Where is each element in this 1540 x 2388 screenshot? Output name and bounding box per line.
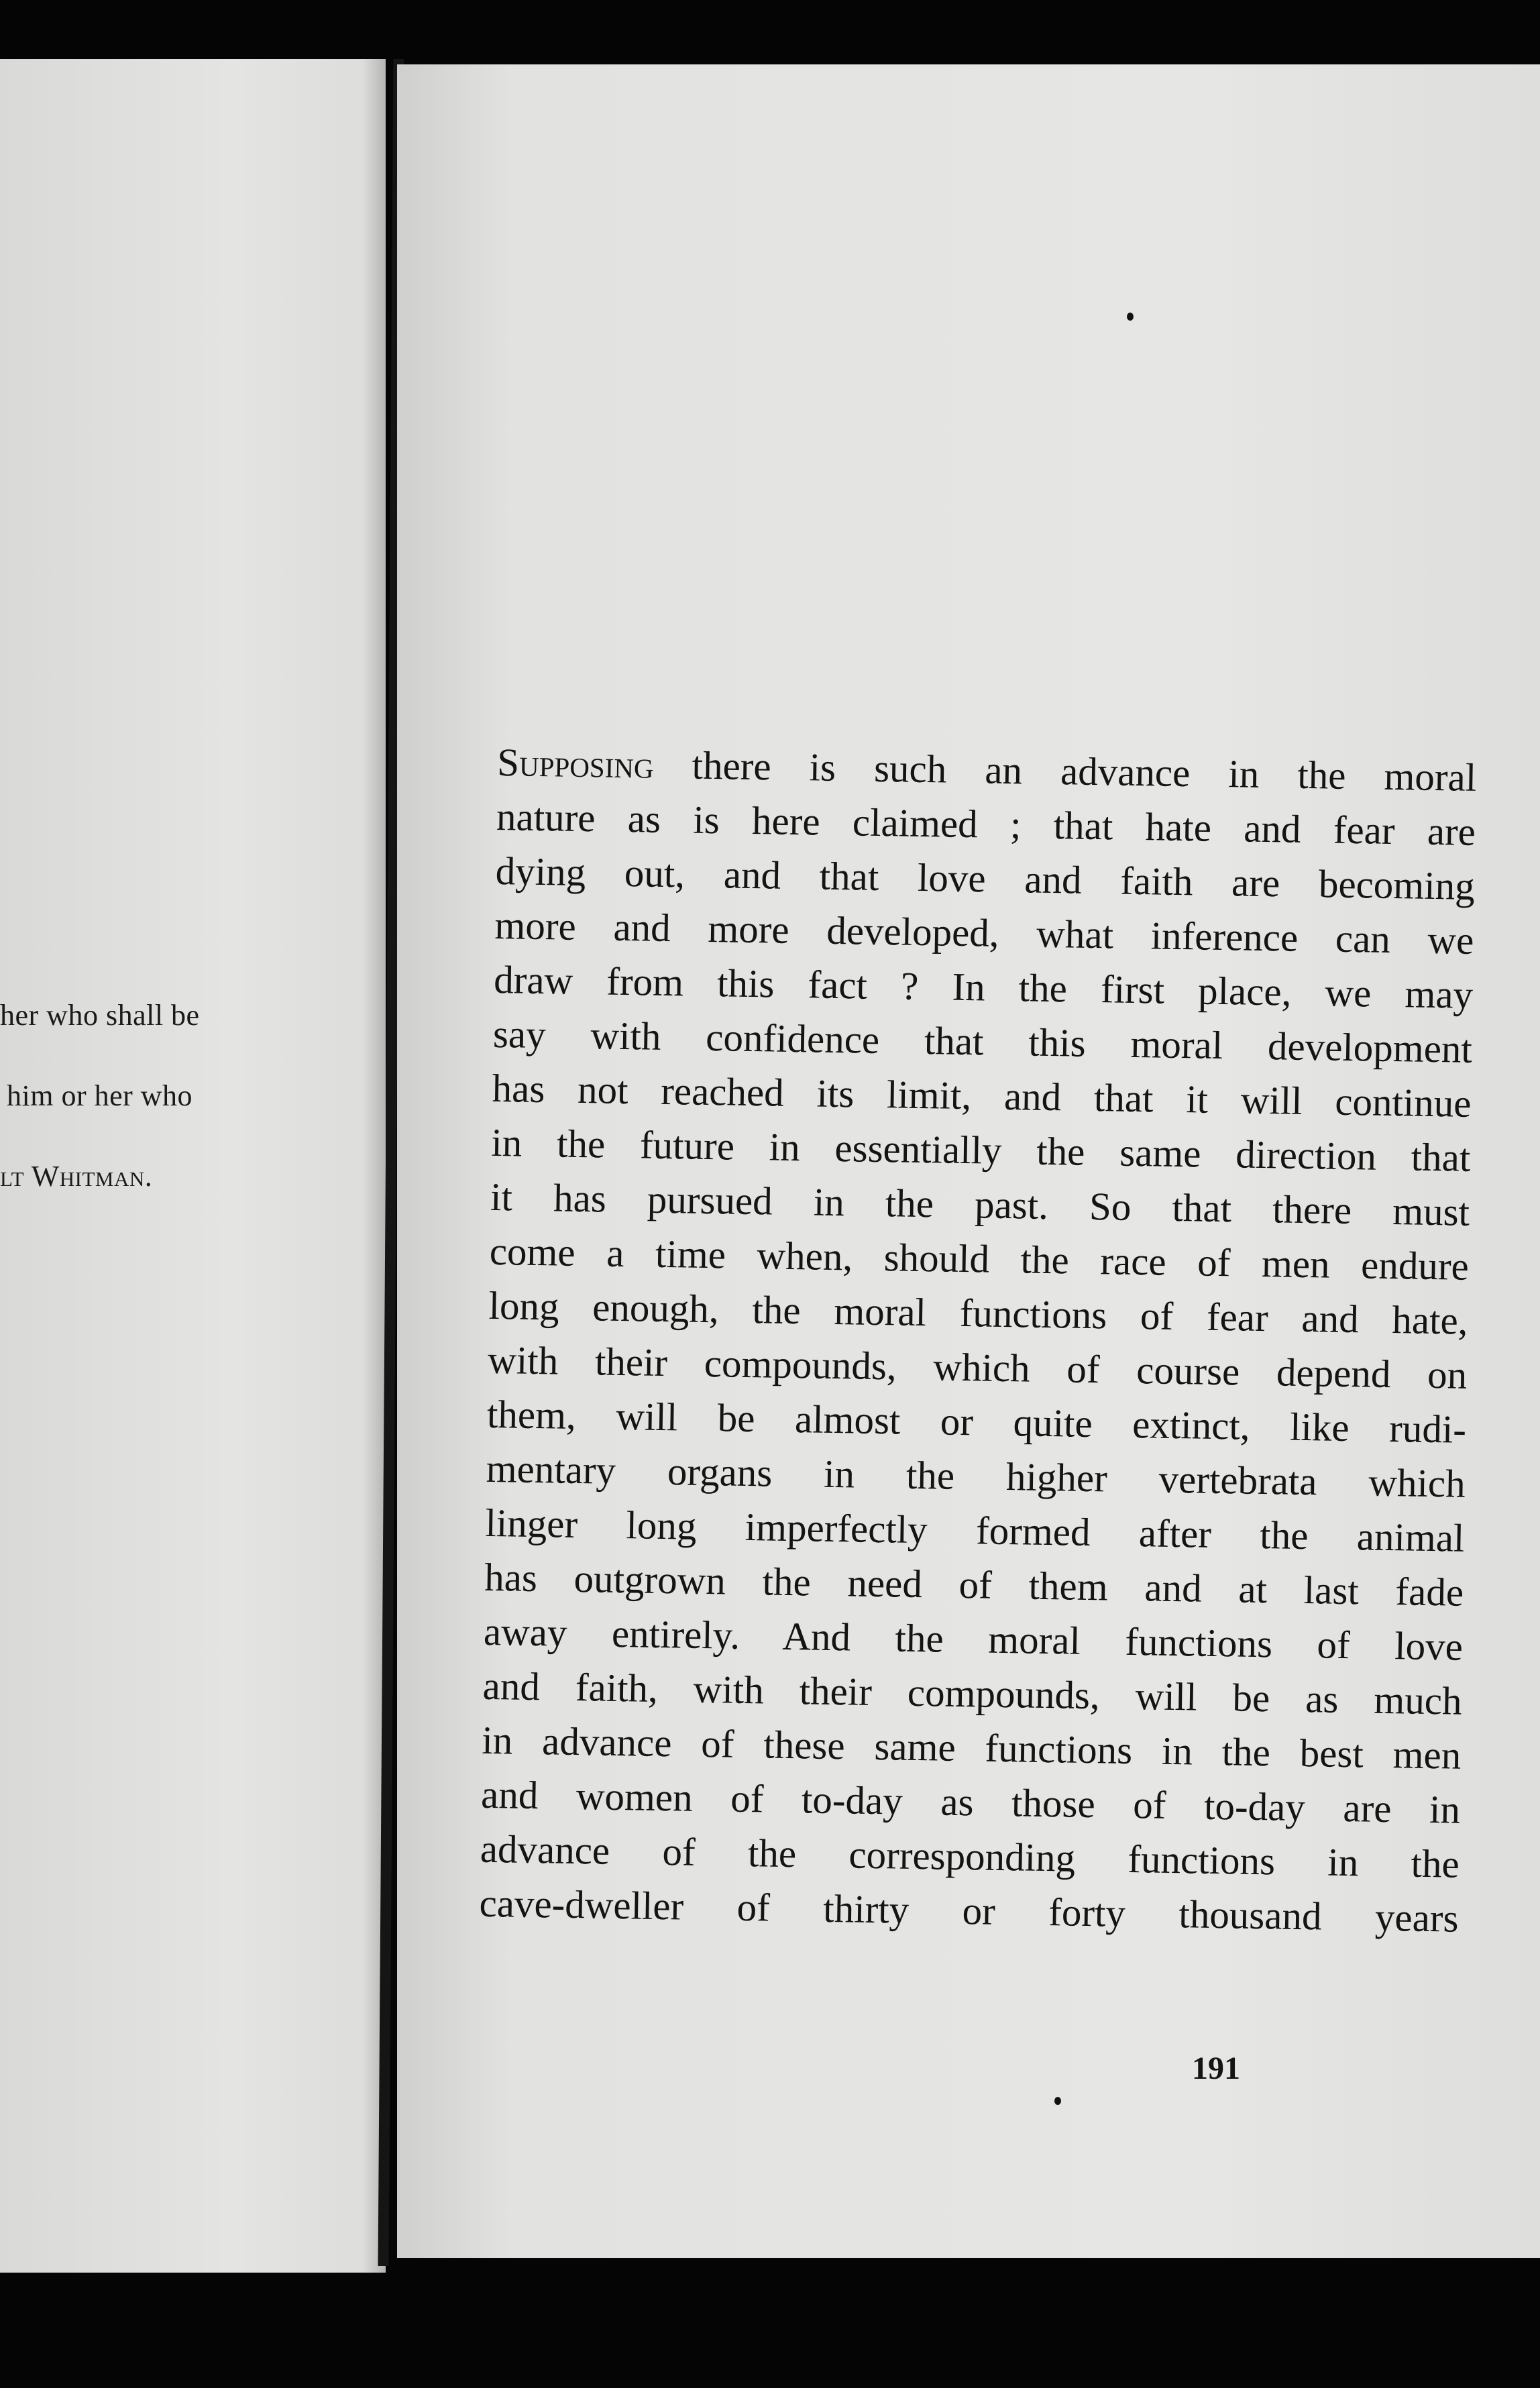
text-line: has outgrown the need of them and at last fade	[484, 1554, 1464, 1615]
left-page-line: him or her who	[7, 1079, 193, 1112]
text-line: it has pursued in the past. So that there must	[490, 1174, 1470, 1234]
text-line: mentary organs in the higher vertebrata which	[486, 1446, 1466, 1506]
text-line: and women of to-day as those of to-day are in	[480, 1772, 1461, 1832]
body-paragraph	[479, 735, 1477, 1946]
page-number: 191	[1192, 2051, 1240, 2086]
left-page-line: her who shall be	[0, 999, 200, 1032]
text-line: linger long imperfectly formed after the animal	[485, 1500, 1465, 1560]
text-line: dying out, and that love and faith are becoming	[495, 848, 1476, 908]
left-page-line: lt Whitman.	[0, 1160, 153, 1193]
ink-speck	[1054, 2097, 1061, 2105]
text-line: cave-dweller of thirty or forty thousand years	[479, 1880, 1459, 1941]
left-page	[0, 59, 386, 2273]
text-line: nature as is here claimed ; that hate and fear are	[496, 794, 1476, 854]
right-page	[397, 64, 1540, 2258]
text-line: in the future in essentially the same direction that	[490, 1120, 1471, 1180]
text-line: more and more developed, what inference can we	[494, 902, 1474, 963]
text-line: in advance of these same functions in the best men	[481, 1717, 1462, 1778]
text-line: come a time when, should the race of men endure	[489, 1228, 1470, 1289]
text-line: advance of the corresponding functions in the	[480, 1826, 1460, 1886]
text-line: long enough, the moral functions of fear and hate,	[488, 1283, 1468, 1343]
text-line: with their compounds, which of course depend on	[487, 1337, 1468, 1397]
text-line: and faith, with their compounds, will be as much	[482, 1663, 1463, 1723]
ink-speck	[1127, 313, 1134, 321]
text-line: away entirely. And the moral functions of love	[483, 1609, 1464, 1669]
lead-word: Supposing	[496, 739, 655, 787]
text-line-rest: there is such an advance in the moral	[692, 743, 1477, 800]
text-line: say with confidence that this moral development	[492, 1011, 1473, 1071]
text-line: draw from this fact ? In the first place, we may	[493, 957, 1474, 1017]
text-line: them, will be almost or quite extinct, like rudi-	[486, 1391, 1467, 1452]
text-line: has not reached its limit, and that it will continue	[492, 1065, 1472, 1126]
